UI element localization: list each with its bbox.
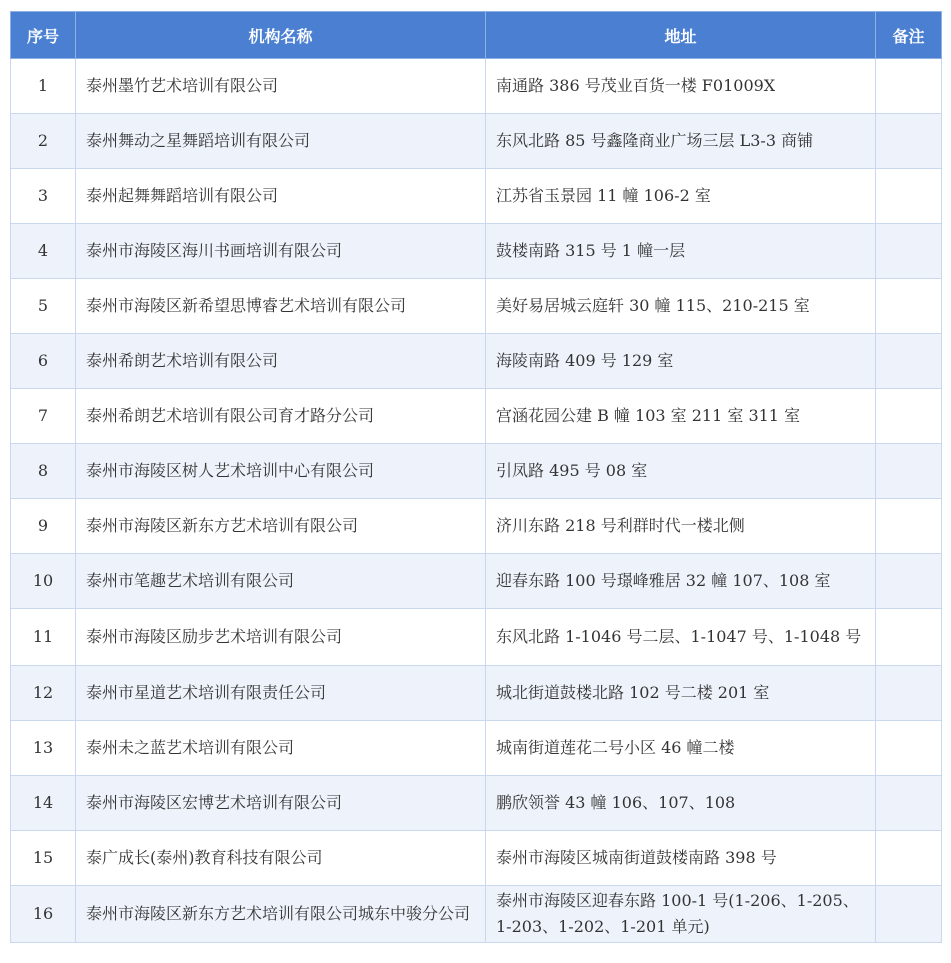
row-no: 3 (11, 169, 76, 224)
row-name: 泰州未之蓝艺术培训有限公司 (76, 721, 486, 776)
row-address: 东风北路 85 号鑫隆商业广场三层 L3-3 商铺 (486, 114, 876, 169)
row-address: 引凤路 495 号 08 室 (486, 444, 876, 499)
row-note (876, 389, 942, 444)
row-no: 5 (11, 279, 76, 334)
row-note (876, 334, 942, 389)
row-note (876, 224, 942, 279)
row-name: 泰州起舞舞蹈培训有限公司 (76, 169, 486, 224)
row-name: 泰州市海陵区励步艺术培训有限公司 (76, 609, 486, 666)
header-note: 备注 (876, 12, 942, 59)
row-address: 城南街道莲花二号小区 46 幢二楼 (486, 721, 876, 776)
table-row (11, 224, 942, 279)
row-note (876, 554, 942, 609)
row-no: 11 (11, 609, 76, 666)
row-no: 16 (11, 886, 76, 943)
row-note (876, 609, 942, 666)
row-name: 泰广成长(泰州)教育科技有限公司 (76, 831, 486, 886)
row-no: 4 (11, 224, 76, 279)
row-note (876, 169, 942, 224)
table-row (11, 444, 942, 499)
table-row (11, 279, 942, 334)
table-row (11, 721, 942, 776)
row-address: 泰州市海陵区城南街道鼓楼南路 398 号 (486, 831, 876, 886)
row-name: 泰州市海陵区新东方艺术培训有限公司城东中骏分公司 (76, 886, 486, 943)
row-address: 东风北路 1-1046 号二层、1-1047 号、1-1048 号 (486, 609, 876, 666)
row-note (876, 721, 942, 776)
row-address: 鼓楼南路 315 号 1 幢一层 (486, 224, 876, 279)
row-name: 泰州舞动之星舞蹈培训有限公司 (76, 114, 486, 169)
table-row (11, 776, 942, 831)
row-name: 泰州希朗艺术培训有限公司育才路分公司 (76, 389, 486, 444)
table-row (11, 609, 942, 666)
table-row (11, 114, 942, 169)
row-address: 泰州市海陵区迎春东路 100-1 号(1-206、1-205、1-203、1-202、1-201 单元) (486, 886, 876, 943)
row-address: 迎春东路 100 号璟峰雅居 32 幢 107、108 室 (486, 554, 876, 609)
row-note (876, 114, 942, 169)
row-name: 泰州市海陵区宏博艺术培训有限公司 (76, 776, 486, 831)
row-address: 海陵南路 409 号 129 室 (486, 334, 876, 389)
row-address: 南通路 386 号茂业百货一楼 F01009X (486, 59, 876, 114)
row-note (876, 499, 942, 554)
table-row (11, 499, 942, 554)
row-no: 7 (11, 389, 76, 444)
row-note (876, 831, 942, 886)
institution-table (10, 11, 942, 943)
row-no: 14 (11, 776, 76, 831)
table-row (11, 666, 942, 721)
table-row (11, 334, 942, 389)
header-no: 序号 (11, 12, 76, 59)
row-name: 泰州市海陵区新希望思博睿艺术培训有限公司 (76, 279, 486, 334)
table-row (11, 169, 942, 224)
table-row (11, 59, 942, 114)
row-note (876, 279, 942, 334)
row-no: 9 (11, 499, 76, 554)
row-note (876, 666, 942, 721)
institution-table-container (10, 11, 941, 943)
header-address: 地址 (486, 12, 876, 59)
row-address: 城北街道鼓楼北路 102 号二楼 201 室 (486, 666, 876, 721)
table-header-row (11, 12, 942, 59)
row-no: 10 (11, 554, 76, 609)
row-name: 泰州市海陵区海川书画培训有限公司 (76, 224, 486, 279)
row-name: 泰州墨竹艺术培训有限公司 (76, 59, 486, 114)
row-note (876, 776, 942, 831)
row-address: 济川东路 218 号利群时代一楼北侧 (486, 499, 876, 554)
row-no: 8 (11, 444, 76, 499)
table-row (11, 389, 942, 444)
row-name: 泰州市海陵区树人艺术培训中心有限公司 (76, 444, 486, 499)
row-name: 泰州希朗艺术培训有限公司 (76, 334, 486, 389)
row-no: 2 (11, 114, 76, 169)
table-row (11, 554, 942, 609)
row-address: 鹏欣领誉 43 幢 106、107、108 (486, 776, 876, 831)
row-name: 泰州市海陵区新东方艺术培训有限公司 (76, 499, 486, 554)
row-note (876, 444, 942, 499)
row-note (876, 886, 942, 943)
row-no: 1 (11, 59, 76, 114)
row-address: 江苏省玉景园 11 幢 106-2 室 (486, 169, 876, 224)
row-address: 美好易居城云庭轩 30 幢 115、210-215 室 (486, 279, 876, 334)
row-note (876, 59, 942, 114)
row-name: 泰州市星道艺术培训有限责任公司 (76, 666, 486, 721)
row-address: 宫涵花园公建 B 幢 103 室 211 室 311 室 (486, 389, 876, 444)
row-no: 6 (11, 334, 76, 389)
row-no: 13 (11, 721, 76, 776)
table-row (11, 886, 942, 943)
header-name: 机构名称 (76, 12, 486, 59)
row-no: 12 (11, 666, 76, 721)
row-name: 泰州市笔趣艺术培训有限公司 (76, 554, 486, 609)
table-row (11, 831, 942, 886)
row-no: 15 (11, 831, 76, 886)
